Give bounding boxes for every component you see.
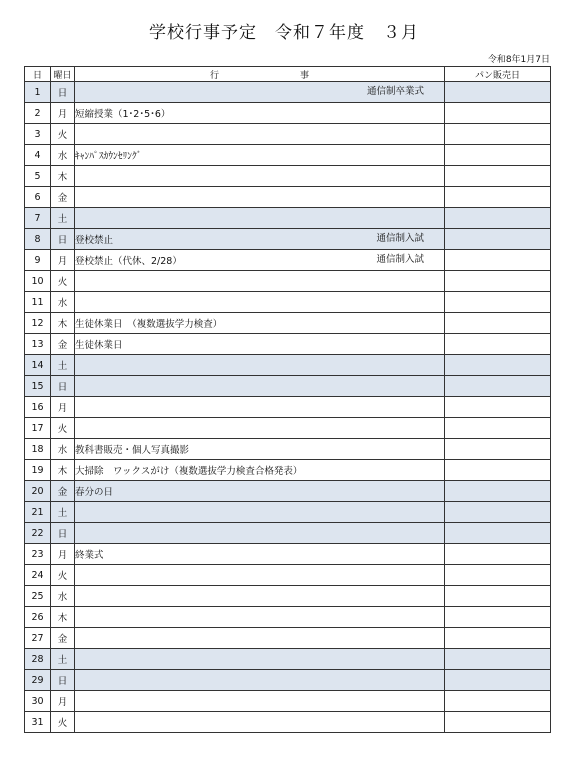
table-row <box>25 481 551 502</box>
event-text: 大掃除 ワックスがけ（複数選抜学力検査合格発表） <box>75 466 303 477</box>
weekday-cell: 水 <box>51 439 75 460</box>
bread-sale-cell <box>445 649 551 670</box>
bread-sale-cell <box>445 712 551 733</box>
event-cell <box>75 187 445 208</box>
table-row <box>25 355 551 376</box>
weekday-cell: 火 <box>51 271 75 292</box>
event-text: 春分の日 <box>75 487 114 498</box>
day-cell: 19 <box>25 460 51 481</box>
bread-sale-cell <box>445 103 551 124</box>
table-row <box>25 691 551 712</box>
day-cell: 29 <box>25 670 51 691</box>
day-cell: 4 <box>25 145 51 166</box>
weekday-cell: 火 <box>51 418 75 439</box>
weekday-cell: 木 <box>51 166 75 187</box>
event-cell <box>75 649 445 670</box>
weekday-cell: 木 <box>51 313 75 334</box>
table-row <box>25 544 551 565</box>
weekday-cell: 月 <box>51 103 75 124</box>
event-cell <box>75 271 445 292</box>
bread-sale-cell <box>445 544 551 565</box>
day-cell: 22 <box>25 523 51 544</box>
header-weekday: 曜日 <box>51 67 75 82</box>
event-cell <box>75 313 445 334</box>
table-row <box>25 418 551 439</box>
table-row <box>25 313 551 334</box>
day-cell: 3 <box>25 124 51 145</box>
schedule-table <box>24 66 551 733</box>
table-row <box>25 397 551 418</box>
day-cell: 31 <box>25 712 51 733</box>
event-text: 教科書販売・個人写真撮影 <box>75 445 190 456</box>
bread-sale-cell <box>445 208 551 229</box>
table-row <box>25 607 551 628</box>
bread-sale-cell <box>445 397 551 418</box>
day-cell: 10 <box>25 271 51 292</box>
event-note: 通信制入試 <box>376 254 424 265</box>
weekday-cell: 木 <box>51 460 75 481</box>
schedule-body <box>25 82 551 733</box>
event-cell <box>75 607 445 628</box>
bread-sale-cell <box>445 229 551 250</box>
day-cell: 8 <box>25 229 51 250</box>
table-row <box>25 586 551 607</box>
event-cell <box>75 124 445 145</box>
weekday-cell: 日 <box>51 229 75 250</box>
event-cell <box>75 82 445 103</box>
title-fiscal-year: 令和７年度 <box>275 23 365 43</box>
weekday-cell: 日 <box>51 376 75 397</box>
event-cell <box>75 586 445 607</box>
header-event-1: 行 <box>209 70 219 81</box>
header-bread-sale: パン販売日 <box>445 67 551 82</box>
bread-sale-cell <box>445 628 551 649</box>
table-row <box>25 439 551 460</box>
day-cell: 7 <box>25 208 51 229</box>
day-cell: 12 <box>25 313 51 334</box>
event-cell <box>75 628 445 649</box>
day-cell: 15 <box>25 376 51 397</box>
day-cell: 20 <box>25 481 51 502</box>
bread-sale-cell <box>445 124 551 145</box>
day-cell: 25 <box>25 586 51 607</box>
weekday-cell: 月 <box>51 544 75 565</box>
bread-sale-cell <box>445 670 551 691</box>
bread-sale-cell <box>445 166 551 187</box>
weekday-cell: 金 <box>51 628 75 649</box>
day-cell: 26 <box>25 607 51 628</box>
weekday-cell: 土 <box>51 355 75 376</box>
day-cell: 5 <box>25 166 51 187</box>
event-cell <box>75 670 445 691</box>
weekday-cell: 土 <box>51 502 75 523</box>
event-cell <box>75 397 445 418</box>
event-cell <box>75 565 445 586</box>
table-header-row <box>25 67 551 82</box>
bread-sale-cell <box>445 250 551 271</box>
event-cell <box>75 145 445 166</box>
table-row <box>25 523 551 544</box>
bread-sale-cell <box>445 523 551 544</box>
table-row <box>25 334 551 355</box>
event-cell <box>75 502 445 523</box>
bread-sale-cell <box>445 439 551 460</box>
event-cell <box>75 229 445 250</box>
day-cell: 6 <box>25 187 51 208</box>
table-row <box>25 565 551 586</box>
bread-sale-cell <box>445 82 551 103</box>
event-cell <box>75 439 445 460</box>
bread-sale-cell <box>445 187 551 208</box>
day-cell: 9 <box>25 250 51 271</box>
bread-sale-cell <box>445 334 551 355</box>
event-cell <box>75 691 445 712</box>
bread-sale-cell <box>445 313 551 334</box>
table-row <box>25 670 551 691</box>
table-row <box>25 271 551 292</box>
day-cell: 13 <box>25 334 51 355</box>
bread-sale-cell <box>445 292 551 313</box>
day-cell: 24 <box>25 565 51 586</box>
day-cell: 1 <box>25 82 51 103</box>
weekday-cell: 水 <box>51 292 75 313</box>
bread-sale-cell <box>445 460 551 481</box>
weekday-cell: 土 <box>51 649 75 670</box>
day-cell: 11 <box>25 292 51 313</box>
weekday-cell: 火 <box>51 712 75 733</box>
bread-sale-cell <box>445 691 551 712</box>
table-row <box>25 208 551 229</box>
event-text: 登校禁止（代休、2/28） <box>75 256 182 267</box>
table-row <box>25 82 551 103</box>
issued-date: 令和8年1月7日 <box>487 55 550 65</box>
bread-sale-cell <box>445 271 551 292</box>
header-event-2: 事 <box>299 70 309 81</box>
weekday-cell: 木 <box>51 607 75 628</box>
event-cell <box>75 292 445 313</box>
event-text: 短縮授業（1･2･5･6） <box>75 109 171 120</box>
event-text: 登校禁止 <box>75 235 114 246</box>
bread-sale-cell <box>445 145 551 166</box>
header-day: 日 <box>25 67 51 82</box>
table-row <box>25 376 551 397</box>
table-row <box>25 460 551 481</box>
bread-sale-cell <box>445 418 551 439</box>
day-cell: 21 <box>25 502 51 523</box>
day-cell: 14 <box>25 355 51 376</box>
day-cell: 2 <box>25 103 51 124</box>
bread-sale-cell <box>445 502 551 523</box>
table-row <box>25 229 551 250</box>
weekday-cell: 月 <box>51 250 75 271</box>
bread-sale-cell <box>445 481 551 502</box>
bread-sale-cell <box>445 565 551 586</box>
event-cell <box>75 418 445 439</box>
weekday-cell: 水 <box>51 145 75 166</box>
day-cell: 18 <box>25 439 51 460</box>
bread-sale-cell <box>445 376 551 397</box>
weekday-cell: 月 <box>51 397 75 418</box>
weekday-cell: 金 <box>51 187 75 208</box>
day-cell: 17 <box>25 418 51 439</box>
weekday-cell: 火 <box>51 565 75 586</box>
event-text: ｷｬﾝﾊﾟｽｶｳﾝｾﾘﾝｸﾞ <box>75 151 142 162</box>
event-note: 通信制卒業式 <box>366 86 424 97</box>
event-cell <box>75 544 445 565</box>
table-row <box>25 187 551 208</box>
table-row <box>25 166 551 187</box>
header-event <box>75 67 445 82</box>
table-row <box>25 649 551 670</box>
weekday-cell: 金 <box>51 334 75 355</box>
event-cell <box>75 334 445 355</box>
event-text: 生徒休業日 <box>75 340 123 351</box>
event-cell <box>75 208 445 229</box>
table-row <box>25 250 551 271</box>
weekday-cell: 火 <box>51 124 75 145</box>
table-row <box>25 103 551 124</box>
table-row <box>25 145 551 166</box>
bread-sale-cell <box>445 607 551 628</box>
weekday-cell: 日 <box>51 670 75 691</box>
title-month: ３月 <box>383 23 419 43</box>
event-text: 生徒休業日 （複数選抜学力検査） <box>75 319 223 330</box>
event-cell <box>75 481 445 502</box>
bread-sale-cell <box>445 355 551 376</box>
event-cell <box>75 250 445 271</box>
table-row <box>25 712 551 733</box>
table-row <box>25 292 551 313</box>
event-cell <box>75 460 445 481</box>
event-cell <box>75 712 445 733</box>
table-row <box>25 502 551 523</box>
event-cell <box>75 376 445 397</box>
event-cell <box>75 355 445 376</box>
weekday-cell: 金 <box>51 481 75 502</box>
title-school-event: 学校行事予定 <box>149 23 257 43</box>
day-cell: 27 <box>25 628 51 649</box>
event-cell <box>75 166 445 187</box>
weekday-cell: 日 <box>51 523 75 544</box>
day-cell: 16 <box>25 397 51 418</box>
weekday-cell: 月 <box>51 691 75 712</box>
event-cell <box>75 523 445 544</box>
weekday-cell: 水 <box>51 586 75 607</box>
table-row <box>25 124 551 145</box>
weekday-cell: 土 <box>51 208 75 229</box>
document-title <box>0 18 568 43</box>
event-note: 通信制入試 <box>376 233 424 244</box>
event-text: 終業式 <box>75 550 104 561</box>
weekday-cell: 日 <box>51 82 75 103</box>
table-row <box>25 628 551 649</box>
event-cell <box>75 103 445 124</box>
bread-sale-cell <box>445 586 551 607</box>
day-cell: 28 <box>25 649 51 670</box>
day-cell: 30 <box>25 691 51 712</box>
day-cell: 23 <box>25 544 51 565</box>
